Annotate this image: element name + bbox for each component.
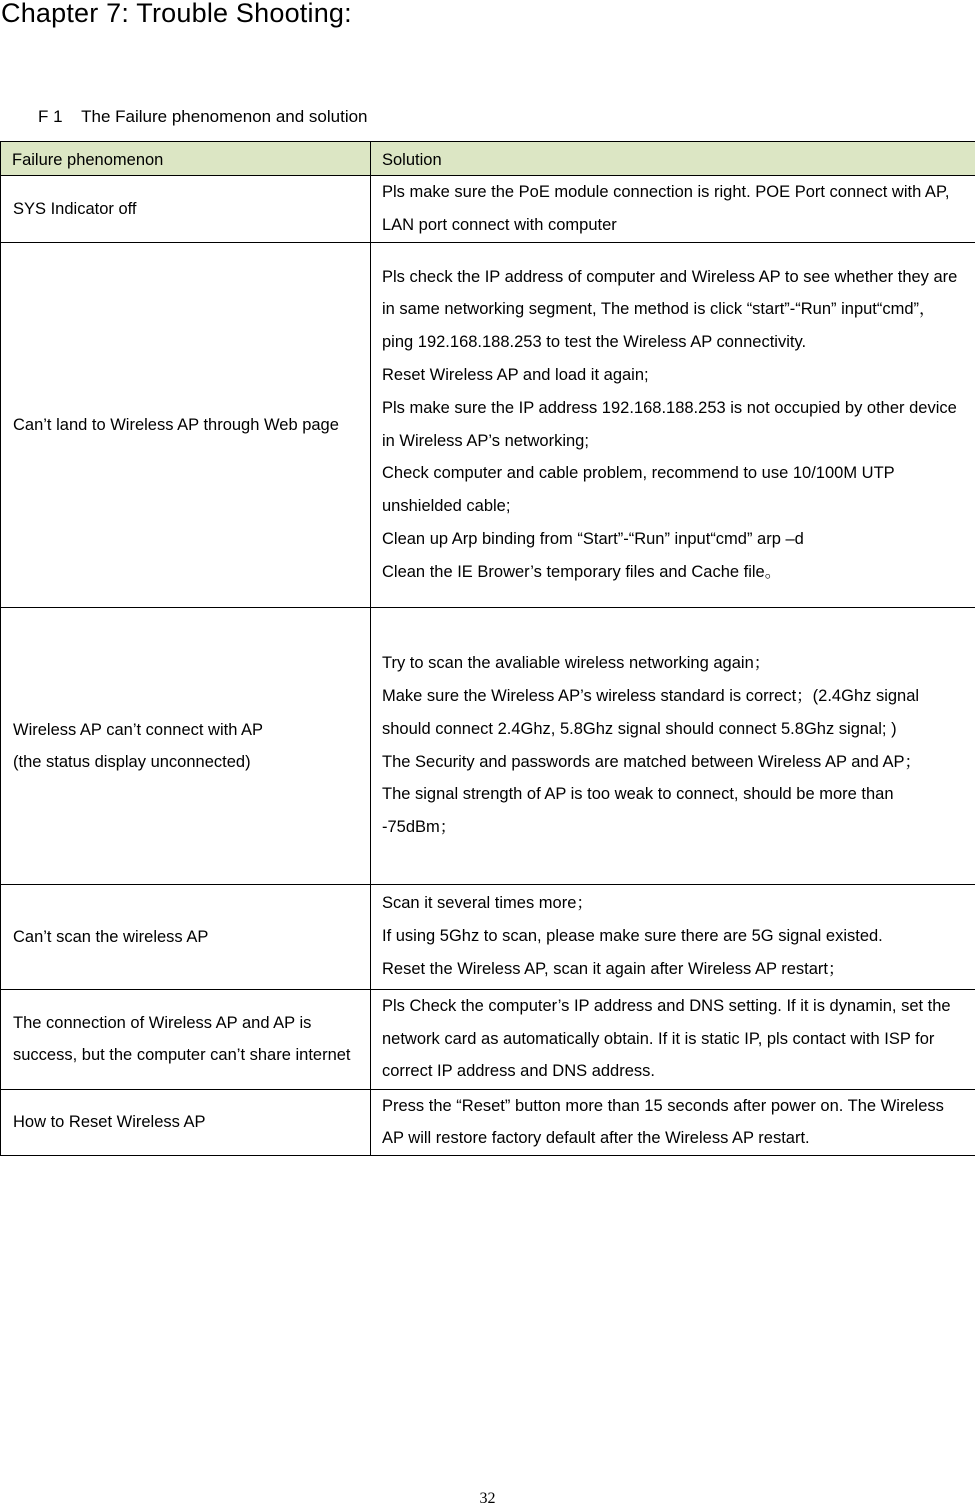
page-number: 32 bbox=[0, 1490, 975, 1508]
phenomenon-cell bbox=[1, 989, 371, 1089]
table-row bbox=[1, 176, 975, 243]
phenomenon-text: Can’t scan the wireless AP bbox=[13, 928, 208, 946]
solution-line: If using 5Ghz to scan, please make sure there are 5G signal existed. bbox=[382, 920, 964, 953]
phenomenon-cell bbox=[1, 884, 371, 989]
solution-line: Check computer and cable problem, recommend to use 10/100M UTP unshielded cable; bbox=[382, 457, 964, 523]
header-solution: Solution bbox=[371, 142, 975, 176]
solution-cell bbox=[371, 989, 975, 1089]
phenomenon-cell bbox=[1, 607, 371, 884]
solution-line: Pls make sure the PoE module connection is right. POE Port connect with AP, LAN port connect with computer bbox=[382, 176, 964, 242]
solution-line: Reset Wireless AP and load it again; bbox=[382, 359, 964, 392]
phenomenon-text: The connection of Wireless AP and AP is success, but the computer can’t share internet bbox=[13, 1014, 351, 1064]
chapter-title: Chapter 7: Trouble Shooting: bbox=[1, 0, 352, 30]
table-row bbox=[1, 1089, 975, 1156]
solution-line: Make sure the Wireless AP’s wireless standard is correct；(2.4Ghz signal should connect 2.4Ghz, 5.8Ghz signal should connect 5.8Ghz signal; ) bbox=[382, 680, 964, 746]
table-row bbox=[1, 989, 975, 1089]
solution-cell bbox=[371, 1089, 975, 1156]
table-row bbox=[1, 607, 975, 884]
solution-line: Press the “Reset” button more than 15 seconds after power on. The Wireless AP will restore factory default after the Wireless AP restart. bbox=[382, 1090, 964, 1156]
solution-line: Pls make sure the IP address 192.168.188.253 is not occupied by other device in Wireless AP’s networking; bbox=[382, 392, 964, 458]
table-header-row bbox=[1, 142, 975, 176]
solution-line: Clean the IE Brower’s temporary files and Cache file。 bbox=[382, 556, 964, 589]
solution-line: Scan it several times more； bbox=[382, 887, 964, 920]
table-caption: F 1 The Failure phenomenon and solution bbox=[38, 106, 368, 128]
phenomenon-cell bbox=[1, 1089, 371, 1156]
solution-line: Clean up Arp binding from “Start”-“Run” input“cmd” arp –d bbox=[382, 523, 964, 556]
solution-line: Pls Check the computer’s IP address and DNS setting. If it is dynamin, set the network card as automatically obtain. If it is static IP, pls contact with ISP for correct IP address and DNS address. bbox=[382, 990, 964, 1088]
solution-line: Reset the Wireless AP, scan it again after Wireless AP restart； bbox=[382, 953, 964, 986]
solution-line: Pls check the IP address of computer and Wireless AP to see whether they are in same networking segment, The method is click “start”-“Run” input“cmd”，ping 192.168.188.253 to test the Wireless AP connectivity. bbox=[382, 261, 964, 359]
solution-cell bbox=[371, 607, 975, 884]
failure-solution-table bbox=[0, 141, 975, 1156]
solution-line: The Security and passwords are matched between Wireless AP and AP； bbox=[382, 746, 964, 779]
phenomenon-text: Can’t land to Wireless AP through Web page bbox=[13, 416, 339, 434]
table-row bbox=[1, 242, 975, 607]
phenomenon-cell bbox=[1, 176, 371, 243]
solution-cell bbox=[371, 242, 975, 607]
phenomenon-text: Wireless AP can’t connect with AP bbox=[13, 714, 359, 746]
phenomenon-text: How to Reset Wireless AP bbox=[13, 1113, 206, 1131]
solution-line: Try to scan the avaliable wireless networking again； bbox=[382, 647, 964, 680]
solution-line: The signal strength of AP is too weak to connect, should be more than -75dBm； bbox=[382, 778, 964, 844]
phenomenon-text: (the status display unconnected) bbox=[13, 746, 359, 778]
header-failure-phenomenon: Failure phenomenon bbox=[1, 142, 371, 176]
table-row bbox=[1, 884, 975, 989]
solution-cell bbox=[371, 176, 975, 243]
phenomenon-text: SYS Indicator off bbox=[13, 200, 137, 218]
solution-cell bbox=[371, 884, 975, 989]
phenomenon-cell bbox=[1, 242, 371, 607]
